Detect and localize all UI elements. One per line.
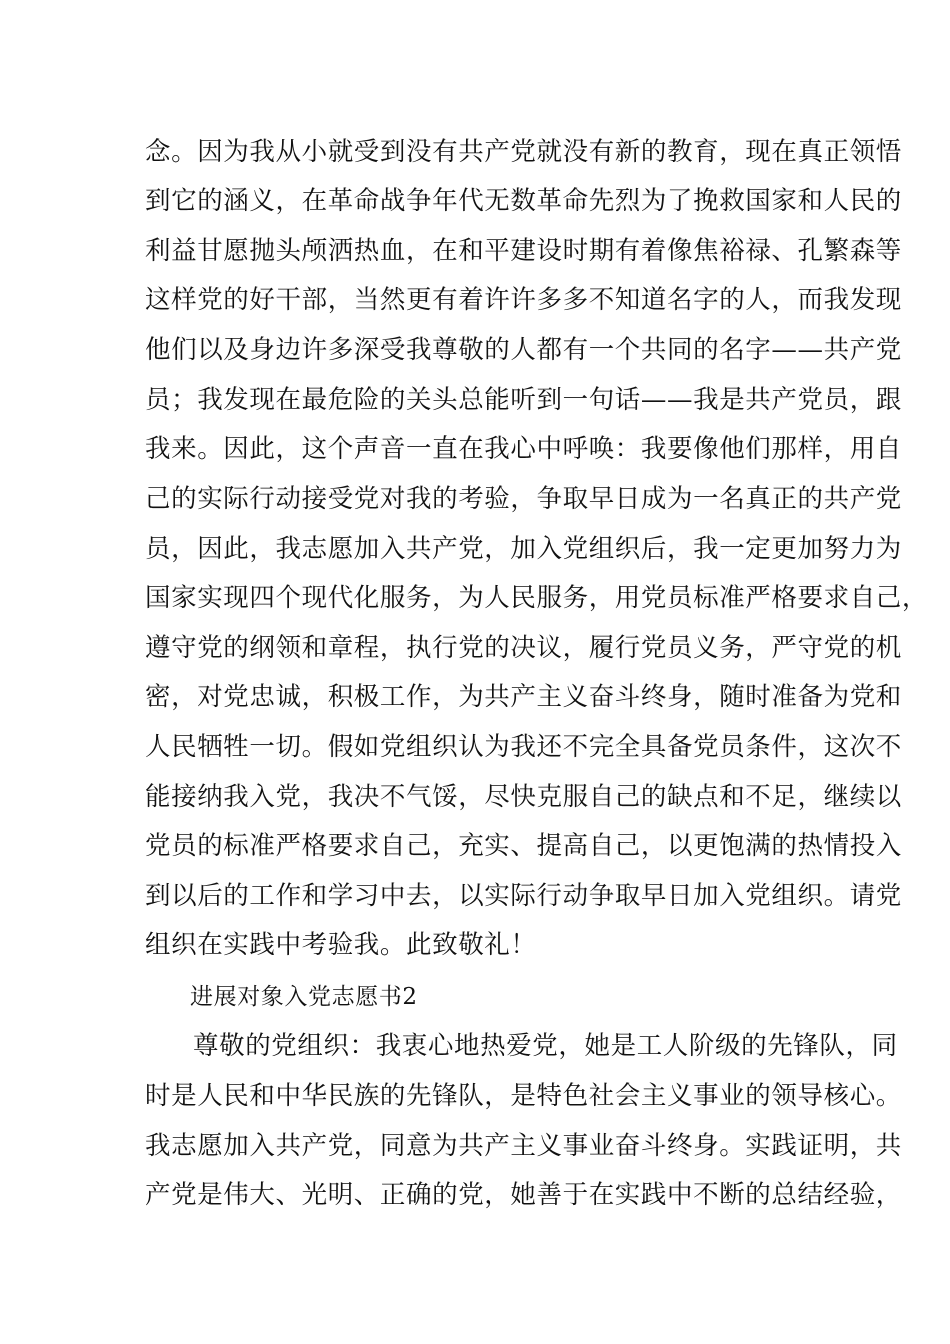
paragraph-line: 他们以及身边许多深受我尊敬的人都有一个共同的名字——共产党 [145,335,902,365]
paragraph-line: 国家实现四个现代化服务，为人民服务，用党员标准严格要求自己， [145,583,929,613]
paragraph-line: 到它的涵义，在革命战争年代无数革命先烈为了挽救国家和人民的 [145,186,902,216]
paragraph-line: 遵守党的纲领和章程，执行党的决议，履行党员义务，严守党的机 [145,633,902,663]
paragraph-line: 密，对党忠诚，积极工作，为共产主义奋斗终身，随时准备为党和 [145,682,902,712]
paragraph-line: 念。因为我从小就受到没有共产党就没有新的教育，现在真正领悟 [145,137,902,167]
paragraph-line: 党员的标准严格要求自己，充实、提高自己，以更饱满的热情投入 [145,831,902,861]
paragraph-line: 员；我发现在最危险的关头总能听到一句话——我是共产党员，跟 [145,385,902,415]
paragraph-line: 尊敬的党组织：我衷心地热爱党，她是工人阶级的先锋队，同 [193,1031,898,1061]
paragraph-line: 人民牺牲一切。假如党组织认为我还不完全具备党员条件，这次不 [145,732,902,762]
paragraph-line: 组织在实践中考验我。此致敬礼！ [145,930,537,960]
paragraph-line: 能接纳我入党，我决不气馁，尽快克服自己的缺点和不足，继续以 [145,782,902,812]
section-heading: 进展对象入党志愿书2 [190,984,418,1010]
paragraph-line: 时是人民和中华民族的先锋队，是特色社会主义事业的领导核心。 [145,1081,902,1111]
paragraph-line: 我来。因此，这个声音一直在我心中呼唤：我要像他们那样，用自 [145,434,902,464]
paragraph-line: 我志愿加入共产党，同意为共产主义事业奋斗终身。实践证明，共 [145,1131,902,1161]
paragraph-line: 利益甘愿抛头颅洒热血，在和平建设时期有着像焦裕禄、孔繁森等 [145,236,902,266]
paragraph-line: 己的实际行动接受党对我的考验，争取早日成为一名真正的共产党 [145,484,902,514]
paragraph-line: 这样党的好干部，当然更有着许许多多不知道名字的人，而我发现 [145,285,902,315]
paragraph-line: 员，因此，我志愿加入共产党，加入党组织后，我一定更加努力为 [145,534,902,564]
paragraph-line: 到以后的工作和学习中去，以实际行动争取早日加入党组织。请党 [145,881,902,911]
paragraph-line: 产党是伟大、光明、正确的党，她善于在实践中不断的总结经验， [145,1180,902,1210]
